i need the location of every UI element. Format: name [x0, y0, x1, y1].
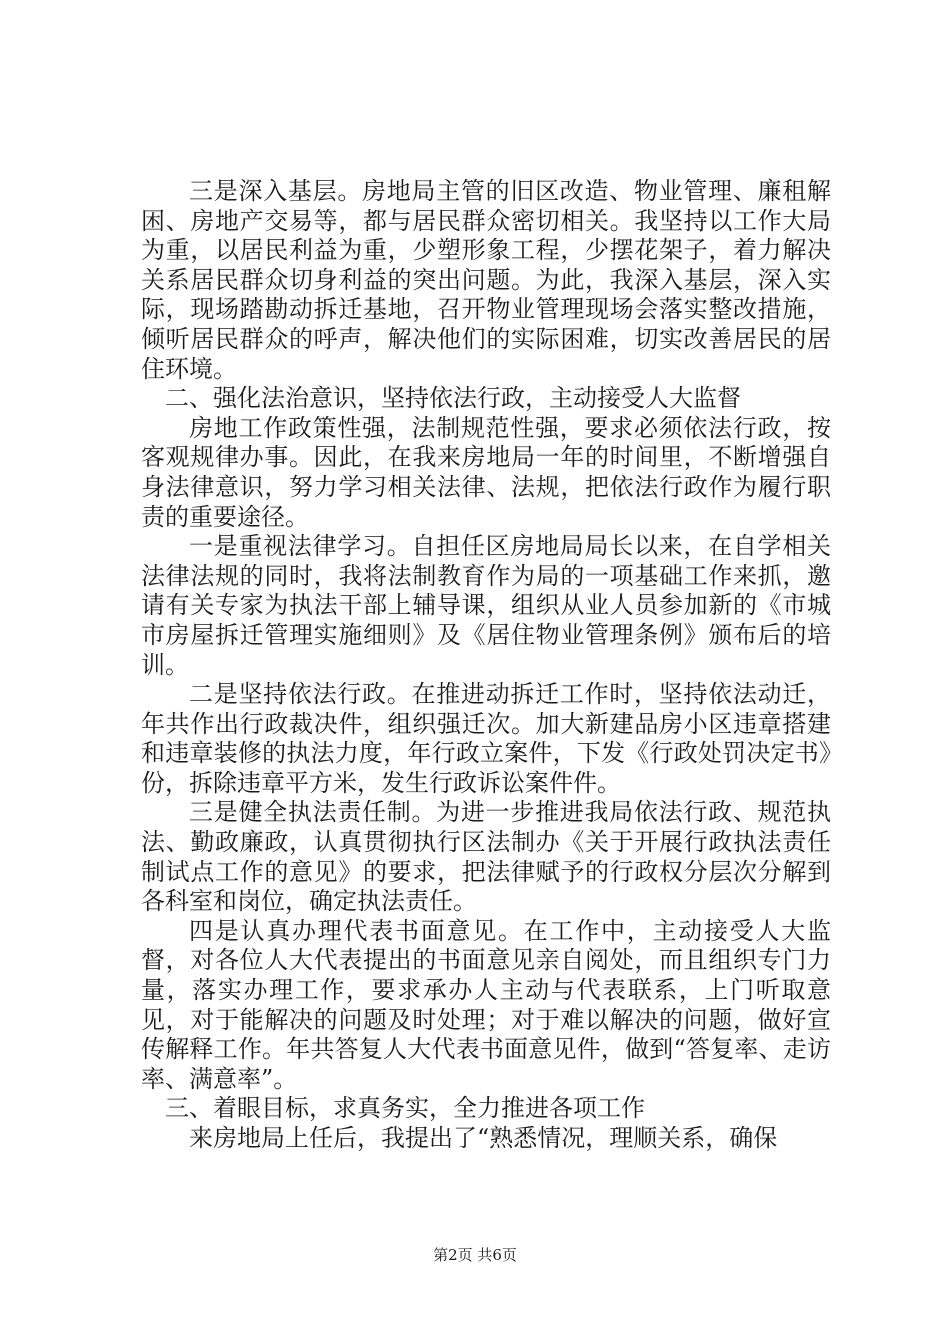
page-footer: 第2页 共6页	[433, 1246, 517, 1264]
paragraph-after-taking-office: 来房地局上任后，我提出了“熟悉情况，理顺关系，确保	[189, 1124, 778, 1152]
paragraph-representative-opinions: 四是认真办理代表书面意见。在工作中，主动接受人大监督，对各位人大代表提出的书面意见亲自阅处，而且组织专门力量，落实办理工作，要求承办人主动与代表联系，上门听取意见，对于能解决的问题及时处理；对于难以解决的问题，做好宣传解释工作。年共答复人大代表书面意见件，做到“答复率、走访率、满意率”。	[141, 916, 831, 1093]
paragraph-policy-nature: 房地工作政策性强，法制规范性强，要求必须依法行政，按客观规律办事。因此，在我来房地局一年的时间里，不断增强自身法律意识，努力学习相关法律、法规，把依法行政作为履行职责的重要途径。	[141, 413, 831, 531]
paragraph-legal-study: 一是重视法律学习。自担任区房地局局长以来，在自学相关法律法规的同时，我将法制教育作为局的一项基础工作来抓，邀请有关专家为执法干部上辅导课，组织从业人员参加新的《市城市房屋拆迁管理实施细则》及《居住物业管理条例》颁布后的培训。	[141, 532, 831, 679]
section-heading-rule-of-law: 二、强化法治意识，坚持依法行政，主动接受人大监督	[165, 384, 741, 413]
document-body	[141, 177, 831, 1154]
paragraph-lawful-administration: 二是坚持依法行政。在推进动拆迁工作时，坚持依法动迁，年共作出行政裁决件，组织强迁次。加大新建品房小区违章搭建和违章装修的执法力度，年行政立案件，下发《行政处罚决定书》份，拆除违章平方米，发生行政诉讼案件件。	[141, 680, 831, 797]
paragraph-deep-grassroots: 三是深入基层。房地局主管的旧区改造、物业管理、廉租解困、房地产交易等，都与居民群众密切相关。我坚持以工作大局为重，以居民利益为重，少塑形象工程，少摆花架子，着力解决关系居民群众切身利益的突出问题。为此，我深入基层，深入实际，现场踏勘动拆迁基地，召开物业管理现场会落实整改措施，倾听居民群众的呼声，解决他们的实际困难，切实改善居民的居住环境。	[141, 177, 831, 383]
paragraph-responsibility-system: 三是健全执法责任制。为进一步推进我局依法行政、规范执法、勤政廉政，认真贯彻执行区法制办《关于开展行政执法责任制试点工作的意见》的要求，把法律赋予的行政权分层次分解到各科室和岗位，确定执法责任。	[141, 798, 831, 916]
section-heading-goals: 三、着眼目标，求真务实，全力推进各项工作	[165, 1094, 645, 1123]
